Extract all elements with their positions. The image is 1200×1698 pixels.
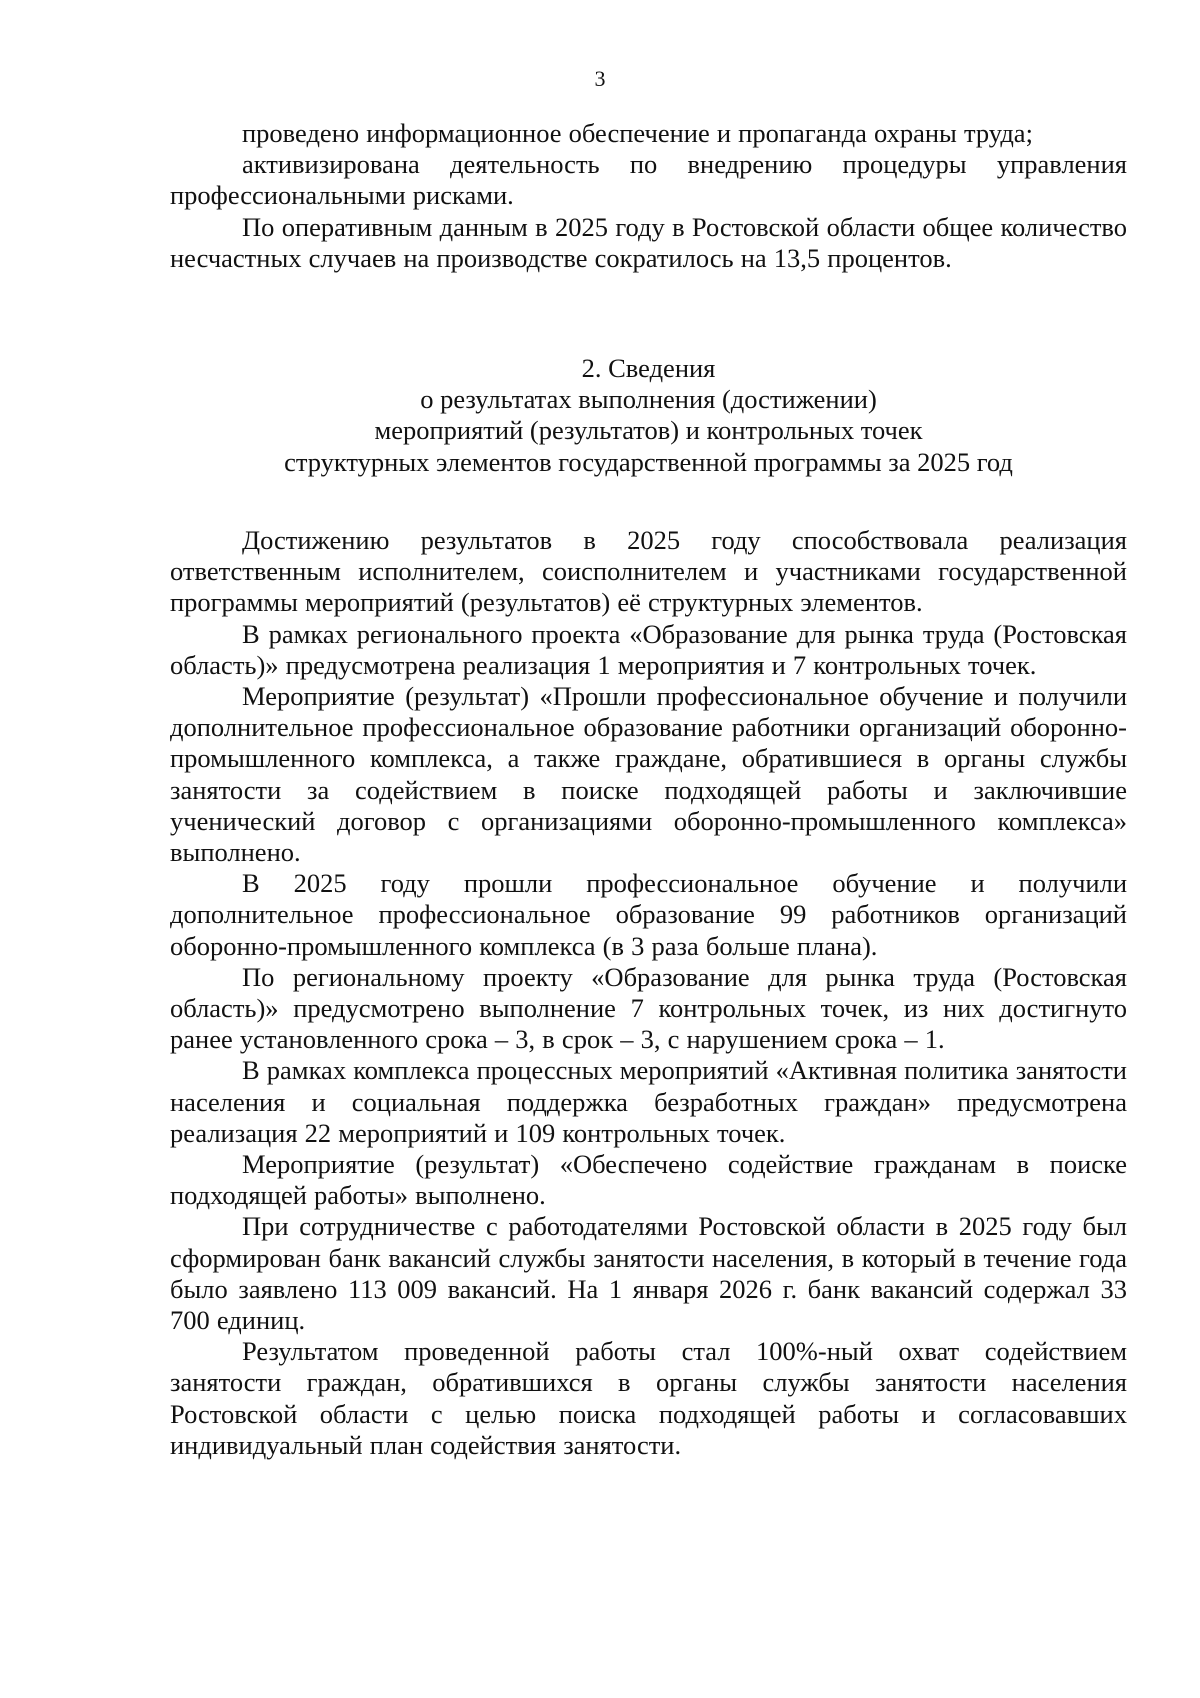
page-number: 3 bbox=[594, 66, 606, 91]
paragraph: Результатом проведенной работы стал 100%-ный охват содействием занятости граждан, обратившихся в органы службы занятости населения Ростовской области с целью поиска подходящей работы и согласовавших индивидуальный план содействия занятости. bbox=[170, 1336, 1127, 1460]
section-heading-line: мероприятий (результатов) и контрольных точек bbox=[374, 415, 923, 446]
paragraph: активизирована деятельность по внедрению процедуры управления профессиональными рисками. bbox=[170, 149, 1127, 211]
paragraph: Мероприятие (результат) «Обеспечено содействие гражданам в поиске подходящей работы» выполнено. bbox=[170, 1149, 1127, 1211]
paragraph: В рамках регионального проекта «Образование для рынка труда (Ростовская область)» предусмотрена реализация 1 мероприятия и 7 контрольных точек. bbox=[170, 618, 1127, 680]
section-heading-line: о результатах выполнения (достижении) bbox=[420, 384, 877, 415]
paragraph: проведено информационное обеспечение и пропаганда охраны труда; bbox=[242, 118, 1033, 148]
paragraph: Достижению результатов в 2025 году способствовала реализация ответственным исполнителем, соисполнителем и участниками государственной программы мероприятий (результатов) её структурных элементов. bbox=[170, 525, 1127, 618]
intro-text-block bbox=[170, 118, 1127, 274]
section-text-block bbox=[170, 525, 1127, 1461]
paragraph: Мероприятие (результат) «Прошли профессиональное обучение и получили дополнительное профессиональное образование работники организаций оборонно-промышленного комплекса, а также граждане, обратившиеся в органы службы занятости за содействием в поиске подходящей работы и заключившие ученический договор с организациями оборонно-промышленного комплекса» выполнено. bbox=[170, 681, 1127, 868]
section-heading-title: 2. Сведения bbox=[581, 353, 716, 383]
section-heading-line: структурных элементов государственной программы за 2025 год bbox=[284, 446, 1013, 477]
paragraph: По оперативным данным в 2025 году в Ростовской области общее количество несчастных случаев на производстве сократилось на 13,5 процентов. bbox=[170, 211, 1127, 273]
paragraph: При сотрудничестве с работодателями Ростовской области в 2025 году был сформирован банк вакансий службы занятости населения, в который в течение года было заявлено 113 009 вакансий. На 1 января 2026 г. банк вакансий содержал 33 700 единиц. bbox=[170, 1211, 1127, 1336]
paragraph: По региональному проекту «Образование для рынка труда (Ростовская область)» предусмотрено выполнение 7 контрольных точек, из них достигнуто ранее установленного срока – 3, в срок – 3, с нарушением срока – 1. bbox=[170, 961, 1127, 1055]
paragraph: В 2025 году прошли профессиональное обучение и получили дополнительное профессиональное образование 99 работников организаций оборонно-промышленного комплекса (в 3 раза больше плана). bbox=[170, 868, 1127, 961]
section-heading bbox=[170, 353, 1127, 478]
paragraph: В рамках комплекса процессных мероприятий «Активная политика занятости населения и социальная поддержка безработных граждан» предусмотрена реализация 22 мероприятий и 109 контрольных точек. bbox=[170, 1055, 1127, 1148]
